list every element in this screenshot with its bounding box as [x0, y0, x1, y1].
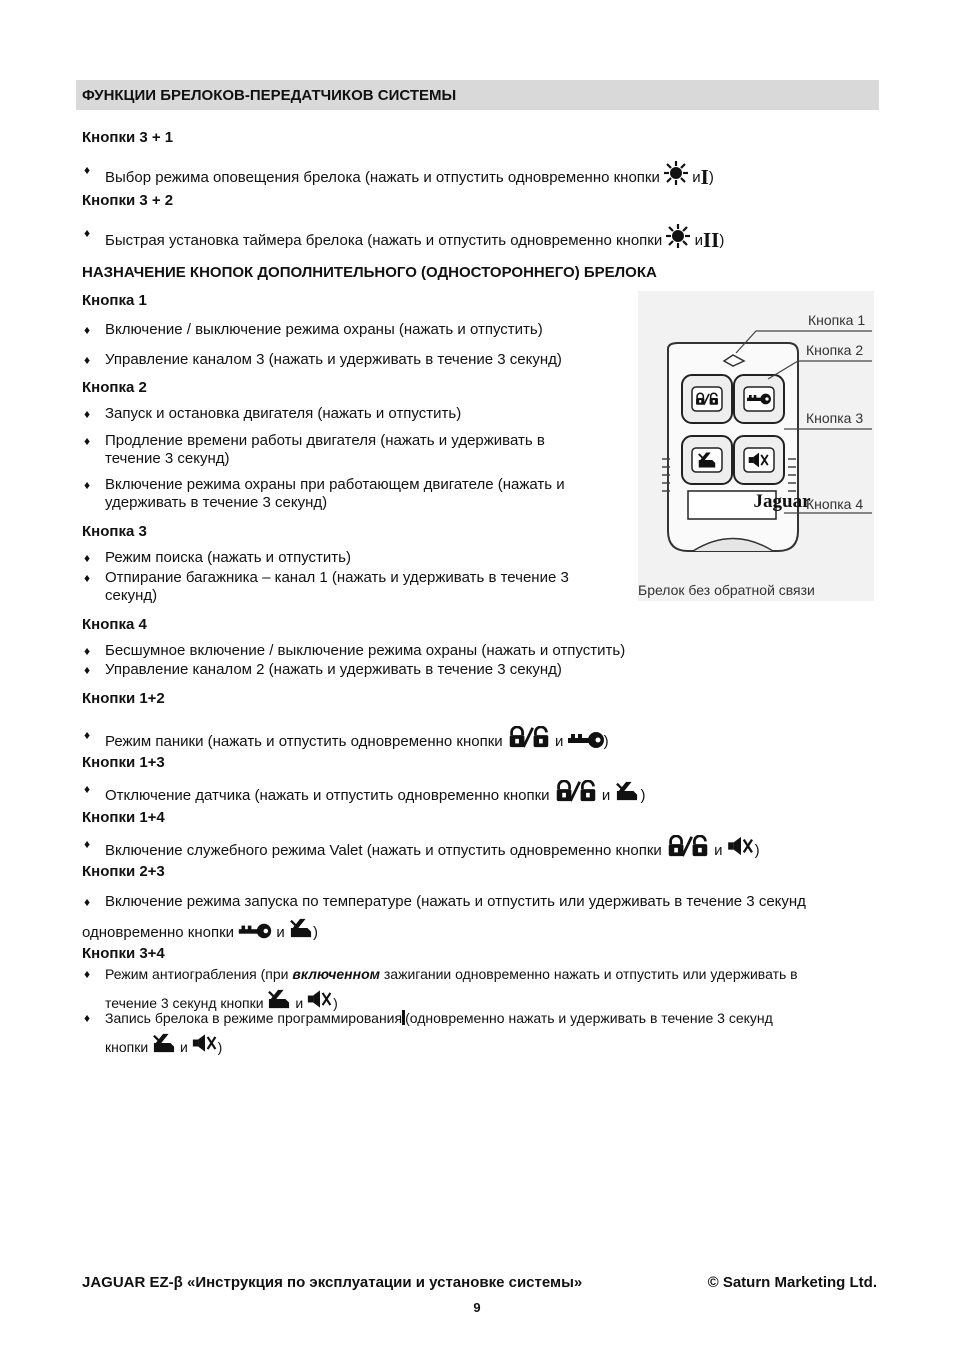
list-item: ♦ Запуск и остановка двигателя (нажать и отпустить): [84, 405, 614, 423]
sun-icon: [666, 224, 690, 248]
key-icon: [238, 922, 272, 940]
item-text: Быстрая установка таймера брелока (нажать и отпустить одновременно кнопки: [105, 232, 663, 249]
item-text: Отключение датчика (нажать и отпустить одновременно кнопки: [105, 787, 550, 804]
item-text: Включение режима охраны при работающем двигателе (нажать и удерживать в течение 3 секунд): [105, 476, 565, 511]
close-paren: ): [640, 787, 646, 804]
conj: и: [555, 733, 564, 750]
item-text: Включение / выключение режима охраны (нажать и отпустить): [105, 321, 543, 338]
combo-heading: Кнопки 3+4: [82, 945, 165, 962]
item-text: зажигании одновременно нажать и отпустить или удерживать в: [383, 966, 798, 982]
list-item: ♦ Управление каналом 3 (нажать и удерживать в течение 3 секунд): [84, 351, 624, 369]
trunk-icon: [289, 917, 313, 939]
list-item-continuation: [82, 917, 872, 942]
section-title-bar: [76, 80, 879, 110]
section-title: ФУНКЦИИ БРЕЛОКОВ-ПЕРЕДАТЧИКОВ СИСТЕМЫ: [82, 87, 457, 104]
lock-unlock-icon: [554, 780, 598, 802]
sun-icon: [664, 161, 688, 185]
mute-icon: [307, 988, 333, 1010]
keyfob-figure: [638, 291, 874, 601]
callout-label: Кнопка 4: [806, 496, 864, 512]
conj: и: [295, 995, 304, 1011]
group-heading: Кнопки 3 + 1: [82, 129, 174, 146]
item-text: Запись брелока в режиме программирования: [105, 1010, 403, 1026]
mute-icon: [192, 1032, 218, 1054]
trunk-icon: [614, 780, 640, 802]
combo-heading: Кнопки 2+3: [82, 863, 165, 880]
conj: и: [601, 787, 611, 804]
conj: и: [714, 842, 723, 859]
item-text: Включение служебного режима Valet (нажать и отпустить одновременно кнопки: [105, 842, 662, 859]
conj: и: [276, 924, 285, 941]
lock-unlock-icon: [666, 835, 710, 857]
list-item: ♦ Управление каналом 2 (нажать и удерживать в течение 3 секунд): [84, 661, 874, 679]
callout-label: Кнопка 3: [806, 410, 864, 426]
combo-heading: Кнопки 1+3: [82, 754, 165, 771]
button-heading: Кнопка 4: [82, 616, 147, 633]
callout-label: Кнопка 1: [808, 312, 866, 328]
button-heading: Кнопка 2: [82, 379, 147, 396]
conj: и: [694, 232, 703, 249]
list-item: ♦ Режим паники (нажать и отпустить одновременно кнопки и ): [84, 728, 609, 750]
trunk-icon: [267, 988, 291, 1010]
close-paren: ): [333, 995, 338, 1011]
close-paren: ): [719, 232, 725, 249]
roman-two-icon: II: [702, 228, 720, 252]
item-text: Режим поиска (нажать и отпустить): [105, 549, 351, 566]
conj: и: [179, 1039, 188, 1055]
page-number: 9: [473, 1300, 481, 1315]
close-paren: ): [708, 169, 714, 186]
item-text: (одновременно нажать и удерживать в течение 3 секунд: [405, 1010, 773, 1026]
list-item: ♦ Включение режима охраны при работающем двигателе (нажать и удерживать в течение 3 секунд): [84, 476, 619, 512]
item-text: Отпирание багажника – канал 1 (нажать и удерживать в течение 3 секунд): [105, 569, 569, 604]
mute-icon: [727, 835, 755, 857]
callout-label: Кнопка 2: [806, 342, 864, 358]
brand-logo: Jaguar: [753, 491, 811, 512]
item-text: Запуск и остановка двигателя (нажать и отпустить): [105, 405, 462, 422]
trunk-icon: [152, 1032, 176, 1054]
item-text: Выбор режима оповещения брелока (нажать и отпустить одновременно кнопки: [105, 169, 660, 186]
lock-unlock-icon: [507, 726, 551, 748]
footer-copyright: © Saturn Marketing Ltd.: [707, 1274, 877, 1291]
list-item: ♦ Включение режима запуска по температуре (нажать и отпустить или удерживать в течение 3 секунд: [84, 893, 806, 910]
list-item: ♦ Включение служебного режима Valet (нажать и отпустить одновременно кнопки и ): [84, 837, 760, 859]
close-paren: ): [217, 1039, 223, 1055]
conj: и: [692, 169, 701, 186]
item-text: Управление каналом 3 (нажать и удерживать в течение 3 секунд): [105, 351, 562, 368]
list-item: ♦ Включение / выключение режима охраны (нажать и отпустить): [84, 321, 624, 339]
figure-caption: Брелок без обратной связи: [638, 582, 815, 598]
item-text: кнопки: [105, 1039, 149, 1055]
section-heading: НАЗНАЧЕНИЕ КНОПОК ДОПОЛНИТЕЛЬНОГО (ОДНОСТОРОННЕГО) БРЕЛОКА: [82, 264, 657, 281]
list-item: ♦ Выбор режима оповещения брелока (нажать и отпустить одновременно кнопки иI): [84, 163, 714, 189]
group-heading: Кнопки 3 + 2: [82, 192, 174, 209]
roman-one-icon: I: [700, 165, 709, 189]
item-text: Режим антиограбления (при: [105, 966, 289, 982]
button-heading: Кнопка 1: [82, 292, 147, 309]
item-text: одновременно кнопки: [82, 924, 235, 941]
list-item: ♦ Режим антиограбления (при включенном зажигании одновременно нажать и отпустить или удерживать в: [84, 966, 798, 982]
list-item: ♦ Отпирание багажника – канал 1 (нажать и удерживать в течение 3 секунд): [84, 569, 624, 605]
item-text: Включение режима запуска по температуре (нажать и отпустить или удерживать в течение 3 секунд: [105, 893, 806, 910]
item-text: течение 3 секунд кнопки: [105, 995, 264, 1011]
list-item: ♦ Режим поиска (нажать и отпустить): [84, 549, 624, 567]
item-text: Бесшумное включение / выключение режима охраны (нажать и отпустить): [105, 642, 626, 659]
list-item: ♦ Отключение датчика (нажать и отпустить одновременно кнопки и ): [84, 782, 646, 804]
list-item: ♦ Бесшумное включение / выключение режима охраны (нажать и отпустить): [84, 642, 874, 660]
item-text: Режим паники (нажать и отпустить одновременно кнопки: [105, 733, 503, 750]
button-heading: Кнопка 3: [82, 523, 147, 540]
footer-title: JAGUAR EZ-β «Инструкция по эксплуатации и установке системы»: [82, 1274, 583, 1291]
close-paren: ): [312, 924, 318, 941]
list-item: ♦ Продление времени работы двигателя (нажать и удерживать в течение 3 секунд): [84, 432, 604, 468]
close-paren: ): [754, 842, 760, 859]
close-paren: ): [603, 733, 609, 750]
item-text: Управление каналом 2 (нажать и удерживать в течение 3 секунд): [105, 661, 562, 678]
combo-heading: Кнопки 1+2: [82, 690, 165, 707]
combo-heading: Кнопки 1+4: [82, 809, 165, 826]
keyfob-illustration: [638, 291, 874, 601]
list-item-continuation: [105, 1032, 805, 1056]
list-item: ♦ Запись брелока в режиме программирования (одновременно нажать и удерживать в течение 3 секунд: [84, 1010, 773, 1026]
list-item: ♦ Быстрая установка таймера брелока (нажать и отпустить одновременно кнопки иII): [84, 226, 725, 252]
item-text: Продление времени работы двигателя (нажать и удерживать в течение 3 секунд): [105, 432, 545, 467]
emphasis-text: включенном: [292, 966, 380, 982]
key-icon: [568, 730, 604, 750]
